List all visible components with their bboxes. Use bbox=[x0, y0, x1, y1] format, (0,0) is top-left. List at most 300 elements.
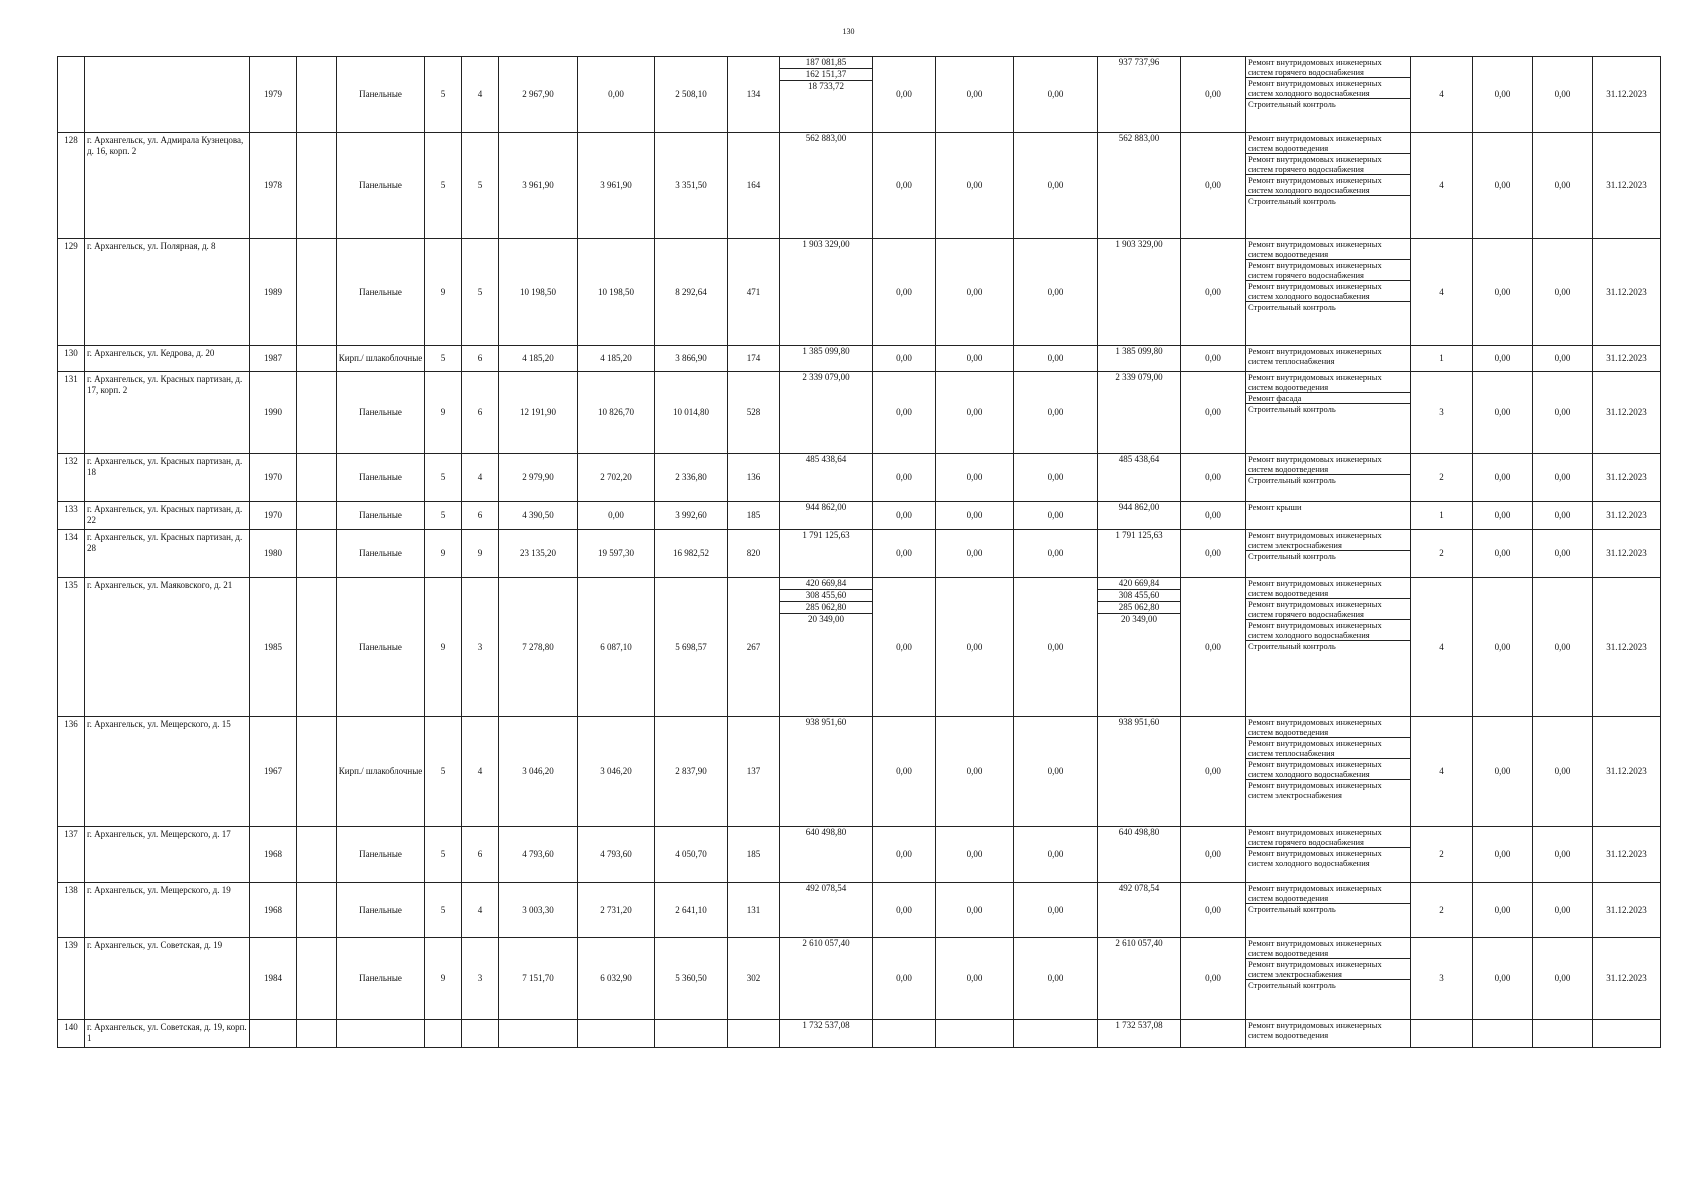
extra-value-b-cell bbox=[1533, 1020, 1593, 1048]
other-sources-cell: 0,00 bbox=[1181, 883, 1246, 938]
repair-cost-cell bbox=[780, 827, 873, 883]
other-sources-cell: 0,00 bbox=[1181, 938, 1246, 1020]
works-cell bbox=[1246, 883, 1411, 938]
total-area-cell: 3 046,20 bbox=[499, 717, 578, 827]
year-built-cell: 1979 bbox=[250, 57, 297, 133]
floors-cell: 9 bbox=[425, 239, 462, 346]
extra-value-b-cell: 0,00 bbox=[1533, 717, 1593, 827]
local-budget-cell: 0,00 bbox=[1014, 57, 1098, 133]
extra-value-b-cell: 0,00 bbox=[1533, 346, 1593, 372]
works-cell bbox=[1246, 133, 1411, 239]
extra-value-a-cell: 0,00 bbox=[1473, 57, 1533, 133]
local-budget-cell: 0,00 bbox=[1014, 346, 1098, 372]
residents-cell: 136 bbox=[728, 454, 780, 502]
owners-funds-cell-line: 20 349,00 bbox=[1121, 614, 1157, 624]
address-cell: г. Архангельск, ул. Мещерского, д. 19 bbox=[85, 883, 250, 938]
works-cell bbox=[1246, 239, 1411, 346]
row-number: 129 bbox=[58, 239, 85, 346]
premises-area-cell: 10 198,50 bbox=[578, 239, 655, 346]
owners-funds-cell-line: 1 903 329,00 bbox=[1115, 239, 1163, 249]
wall-material-cell: Панельные bbox=[337, 239, 425, 346]
row-number: 135 bbox=[58, 578, 85, 717]
floors-cell bbox=[425, 1020, 462, 1048]
row-number: 136 bbox=[58, 717, 85, 827]
repair-cost-cell-line: 640 498,80 bbox=[805, 827, 847, 837]
year-built-cell: 1990 bbox=[250, 372, 297, 454]
commission-year-cell bbox=[297, 346, 337, 372]
table-row bbox=[58, 883, 1661, 938]
extra-value-b-cell: 0,00 bbox=[1533, 827, 1593, 883]
regional-budget-cell: 0,00 bbox=[936, 239, 1014, 346]
work-count-cell bbox=[1411, 1020, 1473, 1048]
owners-funds-cell-line: 485 438,64 bbox=[1118, 454, 1160, 464]
address-cell: г. Архангельск, ул. Красных партизан, д. 22 bbox=[85, 502, 250, 530]
entrances-cell: 5 bbox=[462, 133, 499, 239]
work-count-cell: 2 bbox=[1411, 883, 1473, 938]
deadline-cell: 31.12.2023 bbox=[1593, 578, 1661, 717]
residents-cell: 302 bbox=[728, 938, 780, 1020]
works-cell-line: Строительный контроль bbox=[1248, 904, 1336, 914]
entrances-cell: 6 bbox=[462, 827, 499, 883]
extra-value-a-cell: 0,00 bbox=[1473, 346, 1533, 372]
extra-value-b-cell: 0,00 bbox=[1533, 57, 1593, 133]
living-area-cell: 3 992,60 bbox=[655, 502, 728, 530]
commission-year-cell bbox=[297, 239, 337, 346]
other-sources-cell: 0,00 bbox=[1181, 57, 1246, 133]
address-cell: г. Архангельск, ул. Советская, д. 19 bbox=[85, 938, 250, 1020]
owners-funds-cell-line: 285 062,80 bbox=[1098, 602, 1180, 614]
other-sources-cell: 0,00 bbox=[1181, 372, 1246, 454]
fund-cell: 0,00 bbox=[873, 57, 936, 133]
address-cell: г. Архангельск, ул. Адмирала Кузнецова, д. 16, корп. 2 bbox=[85, 133, 250, 239]
local-budget-cell: 0,00 bbox=[1014, 883, 1098, 938]
total-area-cell: 2 979,90 bbox=[499, 454, 578, 502]
owners-funds-cell-line: 420 669,84 bbox=[1098, 578, 1180, 590]
works-cell-line: Ремонт внутридомовых инженерных систем холодного водоснабжения bbox=[1246, 759, 1410, 780]
owners-funds-cell bbox=[1098, 530, 1181, 578]
floors-cell: 5 bbox=[425, 502, 462, 530]
entrances-cell: 4 bbox=[462, 717, 499, 827]
entrances-cell: 4 bbox=[462, 57, 499, 133]
residents-cell: 820 bbox=[728, 530, 780, 578]
extra-value-a-cell: 0,00 bbox=[1473, 717, 1533, 827]
owners-funds-cell bbox=[1098, 717, 1181, 827]
address-cell: г. Архангельск, ул. Полярная, д. 8 bbox=[85, 239, 250, 346]
residents-cell: 137 bbox=[728, 717, 780, 827]
total-area-cell: 3 961,90 bbox=[499, 133, 578, 239]
repair-cost-cell bbox=[780, 502, 873, 530]
local-budget-cell: 0,00 bbox=[1014, 372, 1098, 454]
table-row bbox=[58, 502, 1661, 530]
table-row bbox=[58, 372, 1661, 454]
owners-funds-cell bbox=[1098, 133, 1181, 239]
works-cell-line: Ремонт внутридомовых инженерных систем горячего водоснабжения bbox=[1246, 57, 1410, 78]
works-cell-line: Ремонт внутридомовых инженерных систем горячего водоснабжения bbox=[1246, 827, 1410, 848]
work-count-cell: 2 bbox=[1411, 530, 1473, 578]
commission-year-cell bbox=[297, 1020, 337, 1048]
local-budget-cell: 0,00 bbox=[1014, 717, 1098, 827]
floors-cell: 5 bbox=[425, 133, 462, 239]
deadline-cell: 31.12.2023 bbox=[1593, 133, 1661, 239]
other-sources-cell: 0,00 bbox=[1181, 454, 1246, 502]
premises-area-cell: 4 185,20 bbox=[578, 346, 655, 372]
work-count-cell: 1 bbox=[1411, 502, 1473, 530]
wall-material-cell: Панельные bbox=[337, 883, 425, 938]
repair-cost-cell bbox=[780, 239, 873, 346]
owners-funds-cell-line: 562 883,00 bbox=[1118, 133, 1160, 143]
works-cell-line: Строительный контроль bbox=[1248, 641, 1336, 651]
fund-cell: 0,00 bbox=[873, 372, 936, 454]
address-cell: г. Архангельск, ул. Красных партизан, д. 28 bbox=[85, 530, 250, 578]
extra-value-b-cell: 0,00 bbox=[1533, 578, 1593, 717]
owners-funds-cell-line: 1 732 537,08 bbox=[1115, 1020, 1163, 1030]
work-count-cell: 4 bbox=[1411, 57, 1473, 133]
living-area-cell: 3 351,50 bbox=[655, 133, 728, 239]
total-area-cell: 4 390,50 bbox=[499, 502, 578, 530]
owners-funds-cell bbox=[1098, 239, 1181, 346]
deadline-cell: 31.12.2023 bbox=[1593, 372, 1661, 454]
entrances-cell: 5 bbox=[462, 239, 499, 346]
year-built-cell: 1978 bbox=[250, 133, 297, 239]
year-built-cell: 1970 bbox=[250, 502, 297, 530]
residents-cell: 528 bbox=[728, 372, 780, 454]
works-cell-line: Ремонт внутридомовых инженерных систем холодного водоснабжения bbox=[1246, 281, 1410, 302]
deadline-cell: 31.12.2023 bbox=[1593, 827, 1661, 883]
residents-cell: 131 bbox=[728, 883, 780, 938]
owners-funds-cell bbox=[1098, 502, 1181, 530]
repair-cost-cell bbox=[780, 883, 873, 938]
floors-cell: 5 bbox=[425, 346, 462, 372]
floors-cell: 5 bbox=[425, 454, 462, 502]
fund-cell: 0,00 bbox=[873, 133, 936, 239]
other-sources-cell: 0,00 bbox=[1181, 133, 1246, 239]
premises-area-cell: 0,00 bbox=[578, 502, 655, 530]
owners-funds-cell-line: 492 078,54 bbox=[1118, 883, 1160, 893]
row-number: 139 bbox=[58, 938, 85, 1020]
repair-cost-cell-line: 2 610 057,40 bbox=[802, 938, 850, 948]
fund-cell: 0,00 bbox=[873, 883, 936, 938]
premises-area-cell: 4 793,60 bbox=[578, 827, 655, 883]
deadline-cell: 31.12.2023 bbox=[1593, 530, 1661, 578]
work-count-cell: 3 bbox=[1411, 372, 1473, 454]
wall-material-cell: Кирп./ шлакоблочные bbox=[337, 346, 425, 372]
entrances-cell: 3 bbox=[462, 938, 499, 1020]
premises-area-cell: 6 087,10 bbox=[578, 578, 655, 717]
table-row bbox=[58, 938, 1661, 1020]
repair-cost-cell bbox=[780, 346, 873, 372]
owners-funds-cell bbox=[1098, 883, 1181, 938]
repair-cost-cell-line: 485 438,64 bbox=[805, 454, 847, 464]
works-cell-line: Ремонт внутридомовых инженерных систем горячего водоснабжения bbox=[1246, 260, 1410, 281]
address-cell: г. Архангельск, ул. Красных партизан, д. 18 bbox=[85, 454, 250, 502]
wall-material-cell: Панельные bbox=[337, 133, 425, 239]
owners-funds-cell bbox=[1098, 1020, 1181, 1048]
deadline-cell: 31.12.2023 bbox=[1593, 717, 1661, 827]
row-number: 132 bbox=[58, 454, 85, 502]
repair-cost-cell-line: 420 669,84 bbox=[780, 578, 872, 590]
owners-funds-cell bbox=[1098, 57, 1181, 133]
works-cell-line: Ремонт внутридомовых инженерных систем электроснабжения bbox=[1246, 530, 1410, 551]
extra-value-a-cell: 0,00 bbox=[1473, 578, 1533, 717]
works-cell bbox=[1246, 1020, 1411, 1048]
row-number: 134 bbox=[58, 530, 85, 578]
total-area-cell: 7 278,80 bbox=[499, 578, 578, 717]
regional-budget-cell: 0,00 bbox=[936, 530, 1014, 578]
regional-budget-cell bbox=[936, 1020, 1014, 1048]
premises-area-cell: 19 597,30 bbox=[578, 530, 655, 578]
year-built-cell: 1970 bbox=[250, 454, 297, 502]
owners-funds-cell bbox=[1098, 372, 1181, 454]
owners-funds-cell bbox=[1098, 938, 1181, 1020]
living-area-cell: 8 292,64 bbox=[655, 239, 728, 346]
deadline-cell: 31.12.2023 bbox=[1593, 502, 1661, 530]
wall-material-cell: Панельные bbox=[337, 938, 425, 1020]
repair-cost-cell bbox=[780, 578, 873, 717]
fund-cell: 0,00 bbox=[873, 346, 936, 372]
table-row bbox=[58, 454, 1661, 502]
works-cell-line: Ремонт внутридомовых инженерных систем водоотведения bbox=[1246, 372, 1410, 393]
floors-cell: 5 bbox=[425, 883, 462, 938]
wall-material-cell bbox=[337, 1020, 425, 1048]
works-cell-line: Строительный контроль bbox=[1248, 551, 1336, 561]
owners-funds-cell bbox=[1098, 827, 1181, 883]
repair-cost-cell-line: 162 151,37 bbox=[780, 69, 872, 81]
works-cell-line: Ремонт внутридомовых инженерных систем водоотведения bbox=[1246, 578, 1410, 599]
repair-cost-cell-line: 944 862,00 bbox=[805, 502, 847, 512]
total-area-cell: 10 198,50 bbox=[499, 239, 578, 346]
table-row bbox=[58, 1020, 1661, 1048]
fund-cell bbox=[873, 1020, 936, 1048]
extra-value-a-cell: 0,00 bbox=[1473, 883, 1533, 938]
table-row bbox=[58, 717, 1661, 827]
table-row bbox=[58, 827, 1661, 883]
works-cell bbox=[1246, 454, 1411, 502]
fund-cell: 0,00 bbox=[873, 239, 936, 346]
owners-funds-cell-line: 308 455,60 bbox=[1098, 590, 1180, 602]
row-number: 131 bbox=[58, 372, 85, 454]
year-built-cell: 1985 bbox=[250, 578, 297, 717]
works-cell-line: Ремонт внутридомовых инженерных систем теплоснабжения bbox=[1246, 738, 1410, 759]
owners-funds-cell-line: 2 610 057,40 bbox=[1115, 938, 1163, 948]
address-cell: г. Архангельск, ул. Мещерского, д. 15 bbox=[85, 717, 250, 827]
other-sources-cell: 0,00 bbox=[1181, 578, 1246, 717]
fund-cell: 0,00 bbox=[873, 717, 936, 827]
living-area-cell: 2 508,10 bbox=[655, 57, 728, 133]
other-sources-cell: 0,00 bbox=[1181, 530, 1246, 578]
other-sources-cell: 0,00 bbox=[1181, 717, 1246, 827]
total-area-cell: 23 135,20 bbox=[499, 530, 578, 578]
residents-cell: 174 bbox=[728, 346, 780, 372]
living-area-cell: 16 982,52 bbox=[655, 530, 728, 578]
works-cell bbox=[1246, 717, 1411, 827]
repair-cost-cell-line: 1 732 537,08 bbox=[802, 1020, 850, 1030]
entrances-cell bbox=[462, 1020, 499, 1048]
commission-year-cell bbox=[297, 578, 337, 717]
works-cell-line: Ремонт внутридомовых инженерных систем электроснабжения bbox=[1246, 959, 1410, 980]
work-count-cell: 4 bbox=[1411, 133, 1473, 239]
repair-cost-cell-line: 1 903 329,00 bbox=[802, 239, 850, 249]
repair-cost-cell-line: 18 733,72 bbox=[808, 81, 844, 91]
regional-budget-cell: 0,00 bbox=[936, 578, 1014, 717]
works-cell-line: Ремонт внутридомовых инженерных систем водоотведения bbox=[1246, 454, 1410, 475]
works-cell-line: Ремонт внутридомовых инженерных систем водоотведения bbox=[1246, 717, 1410, 738]
living-area-cell: 5 698,57 bbox=[655, 578, 728, 717]
premises-area-cell bbox=[578, 1020, 655, 1048]
extra-value-b-cell: 0,00 bbox=[1533, 454, 1593, 502]
deadline-cell: 31.12.2023 bbox=[1593, 346, 1661, 372]
deadline-cell bbox=[1593, 1020, 1661, 1048]
fund-cell: 0,00 bbox=[873, 938, 936, 1020]
residents-cell: 471 bbox=[728, 239, 780, 346]
wall-material-cell: Панельные bbox=[337, 530, 425, 578]
work-count-cell: 3 bbox=[1411, 938, 1473, 1020]
row-number: 138 bbox=[58, 883, 85, 938]
works-cell-line: Строительный контроль bbox=[1248, 475, 1336, 485]
year-built-cell: 1980 bbox=[250, 530, 297, 578]
address-cell: г. Архангельск, ул. Кедрова, д. 20 bbox=[85, 346, 250, 372]
owners-funds-cell bbox=[1098, 578, 1181, 717]
page-number: 130 bbox=[842, 27, 855, 36]
total-area-cell: 3 003,30 bbox=[499, 883, 578, 938]
repair-cost-cell-line: 562 883,00 bbox=[805, 133, 847, 143]
year-built-cell: 1968 bbox=[250, 827, 297, 883]
residents-cell: 164 bbox=[728, 133, 780, 239]
fund-cell: 0,00 bbox=[873, 502, 936, 530]
row-number: 140 bbox=[58, 1020, 85, 1048]
extra-value-a-cell bbox=[1473, 1020, 1533, 1048]
extra-value-a-cell: 0,00 bbox=[1473, 239, 1533, 346]
residents-cell: 185 bbox=[728, 827, 780, 883]
table-row bbox=[58, 530, 1661, 578]
local-budget-cell: 0,00 bbox=[1014, 938, 1098, 1020]
entrances-cell: 6 bbox=[462, 502, 499, 530]
local-budget-cell: 0,00 bbox=[1014, 502, 1098, 530]
repair-cost-cell-line: 1 385 099,80 bbox=[802, 346, 850, 356]
table-row bbox=[58, 239, 1661, 346]
floors-cell: 5 bbox=[425, 57, 462, 133]
repair-cost-cell bbox=[780, 1020, 873, 1048]
works-cell bbox=[1246, 578, 1411, 717]
owners-funds-cell-line: 944 862,00 bbox=[1118, 502, 1160, 512]
works-cell-line: Ремонт внутридомовых инженерных систем электроснабжения bbox=[1248, 780, 1382, 800]
living-area-cell: 10 014,80 bbox=[655, 372, 728, 454]
extra-value-b-cell: 0,00 bbox=[1533, 883, 1593, 938]
repair-cost-cell-line: 492 078,54 bbox=[805, 883, 847, 893]
extra-value-b-cell: 0,00 bbox=[1533, 372, 1593, 454]
work-count-cell: 2 bbox=[1411, 454, 1473, 502]
extra-value-a-cell: 0,00 bbox=[1473, 372, 1533, 454]
work-count-cell: 4 bbox=[1411, 717, 1473, 827]
repair-cost-cell-line: 938 951,60 bbox=[805, 717, 847, 727]
local-budget-cell: 0,00 bbox=[1014, 239, 1098, 346]
extra-value-a-cell: 0,00 bbox=[1473, 530, 1533, 578]
owners-funds-cell bbox=[1098, 346, 1181, 372]
repair-cost-cell bbox=[780, 530, 873, 578]
works-cell-line: Ремонт внутридомовых инженерных систем теплоснабжения bbox=[1248, 346, 1382, 366]
table-row bbox=[58, 578, 1661, 717]
extra-value-a-cell: 0,00 bbox=[1473, 827, 1533, 883]
works-cell-line: Ремонт внутридомовых инженерных систем водоотведения bbox=[1246, 938, 1410, 959]
fund-cell: 0,00 bbox=[873, 827, 936, 883]
works-cell-line: Строительный контроль bbox=[1248, 980, 1336, 990]
works-cell-line: Ремонт внутридомовых инженерных систем холодного водоснабжения bbox=[1248, 848, 1382, 868]
wall-material-cell: Панельные bbox=[337, 57, 425, 133]
wall-material-cell: Панельные bbox=[337, 578, 425, 717]
entrances-cell: 3 bbox=[462, 578, 499, 717]
repair-cost-cell-line: 308 455,60 bbox=[780, 590, 872, 602]
owners-funds-cell-line: 1 791 125,63 bbox=[1115, 530, 1163, 540]
living-area-cell: 2 837,90 bbox=[655, 717, 728, 827]
extra-value-a-cell: 0,00 bbox=[1473, 454, 1533, 502]
repair-cost-cell bbox=[780, 133, 873, 239]
extra-value-a-cell: 0,00 bbox=[1473, 938, 1533, 1020]
local-budget-cell: 0,00 bbox=[1014, 454, 1098, 502]
year-built-cell: 1987 bbox=[250, 346, 297, 372]
wall-material-cell: Панельные bbox=[337, 827, 425, 883]
living-area-cell: 2 641,10 bbox=[655, 883, 728, 938]
deadline-cell: 31.12.2023 bbox=[1593, 938, 1661, 1020]
commission-year-cell bbox=[297, 717, 337, 827]
premises-area-cell: 2 731,20 bbox=[578, 883, 655, 938]
fund-cell: 0,00 bbox=[873, 454, 936, 502]
owners-funds-cell bbox=[1098, 454, 1181, 502]
works-cell-line: Ремонт крыши bbox=[1248, 502, 1302, 512]
address-cell: г. Архангельск, ул. Мещерского, д. 17 bbox=[85, 827, 250, 883]
extra-value-b-cell: 0,00 bbox=[1533, 239, 1593, 346]
works-cell bbox=[1246, 346, 1411, 372]
owners-funds-cell-line: 938 951,60 bbox=[1118, 717, 1160, 727]
works-cell bbox=[1246, 530, 1411, 578]
works-cell bbox=[1246, 938, 1411, 1020]
deadline-cell: 31.12.2023 bbox=[1593, 57, 1661, 133]
commission-year-cell bbox=[297, 938, 337, 1020]
works-cell-line: Ремонт внутридомовых инженерных систем холодного водоснабжения bbox=[1246, 620, 1410, 641]
deadline-cell: 31.12.2023 bbox=[1593, 454, 1661, 502]
row-number: 128 bbox=[58, 133, 85, 239]
total-area-cell: 2 967,90 bbox=[499, 57, 578, 133]
entrances-cell: 6 bbox=[462, 372, 499, 454]
owners-funds-cell-line: 1 385 099,80 bbox=[1115, 346, 1163, 356]
works-cell-line: Строительный контроль bbox=[1248, 196, 1336, 206]
regional-budget-cell: 0,00 bbox=[936, 346, 1014, 372]
deadline-cell: 31.12.2023 bbox=[1593, 883, 1661, 938]
fund-cell: 0,00 bbox=[873, 530, 936, 578]
living-area-cell: 3 866,90 bbox=[655, 346, 728, 372]
extra-value-b-cell: 0,00 bbox=[1533, 938, 1593, 1020]
works-cell-line: Строительный контроль bbox=[1248, 404, 1336, 414]
entrances-cell: 6 bbox=[462, 346, 499, 372]
year-built-cell: 1967 bbox=[250, 717, 297, 827]
repair-cost-cell-line: 187 081,85 bbox=[780, 57, 872, 69]
residents-cell: 267 bbox=[728, 578, 780, 717]
premises-area-cell: 6 032,90 bbox=[578, 938, 655, 1020]
premises-area-cell: 2 702,20 bbox=[578, 454, 655, 502]
repair-cost-cell bbox=[780, 454, 873, 502]
works-cell-line: Ремонт внутридомовых инженерных систем водоотведения bbox=[1246, 133, 1410, 154]
works-cell-line: Ремонт внутридомовых инженерных систем холодного водоснабжения bbox=[1246, 78, 1410, 99]
living-area-cell bbox=[655, 1020, 728, 1048]
other-sources-cell bbox=[1181, 1020, 1246, 1048]
year-built-cell: 1989 bbox=[250, 239, 297, 346]
address-cell: г. Архангельск, ул. Красных партизан, д. 17, корп. 2 bbox=[85, 372, 250, 454]
regional-budget-cell: 0,00 bbox=[936, 827, 1014, 883]
living-area-cell: 2 336,80 bbox=[655, 454, 728, 502]
commission-year-cell bbox=[297, 530, 337, 578]
floors-cell: 9 bbox=[425, 578, 462, 717]
residents-cell: 185 bbox=[728, 502, 780, 530]
row-number bbox=[58, 57, 85, 133]
repair-cost-cell-line: 1 791 125,63 bbox=[802, 530, 850, 540]
